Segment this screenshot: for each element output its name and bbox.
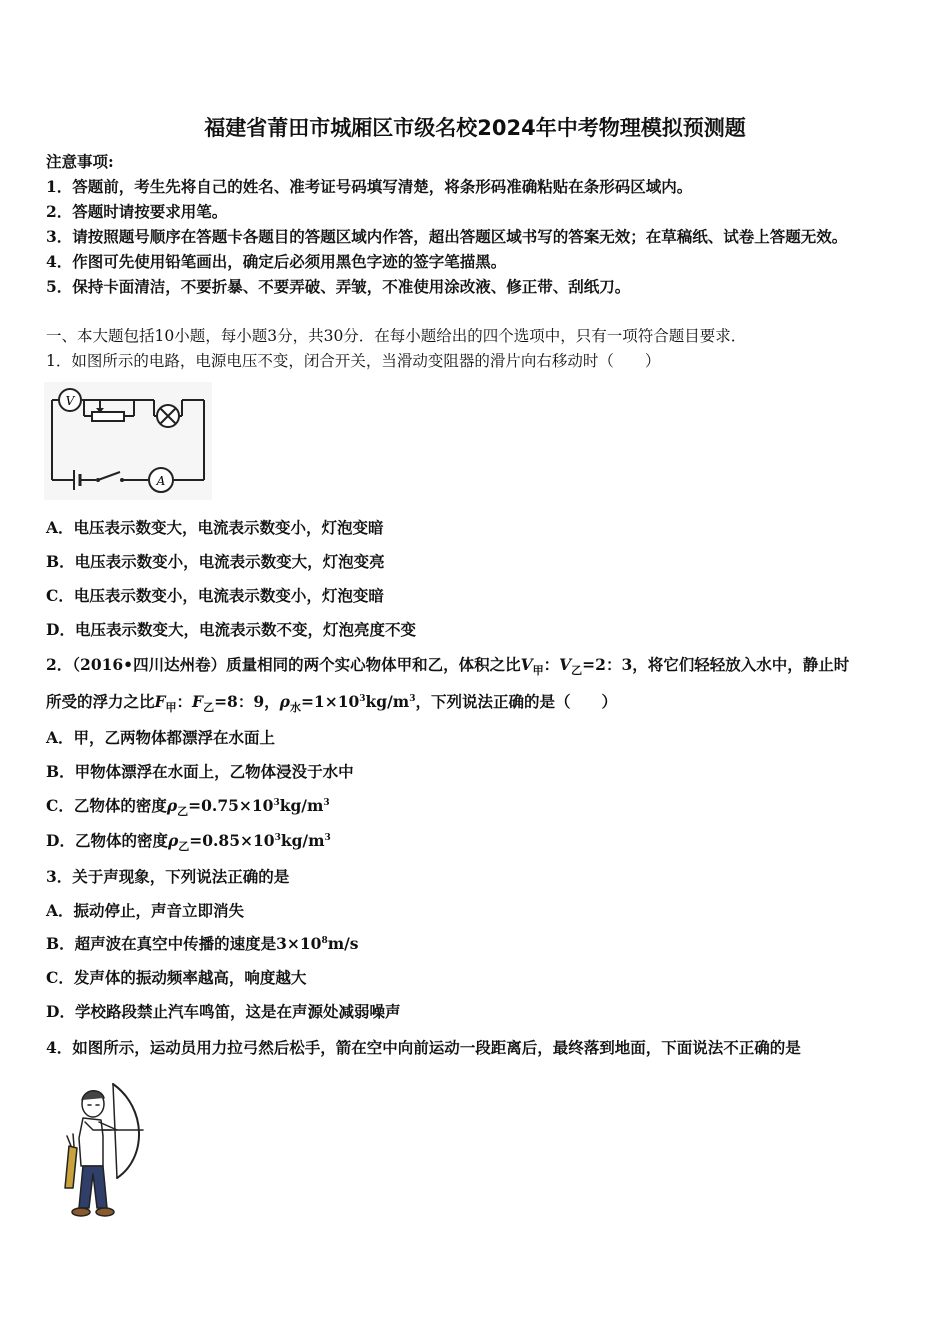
q1-option-d: D．电压表示数变大，电流表示数不变，灯泡亮度不变: [46, 620, 416, 639]
voltmeter-label: V: [65, 394, 75, 408]
q2-option-b: B．甲物体漂浮在水面上，乙物体浸没于水中: [46, 762, 354, 781]
q1-option-b: B．电压表示数变小，电流表示数变大，灯泡变亮: [46, 552, 385, 571]
q2-option-a: A．甲，乙两物体都漂浮在水面上: [46, 728, 276, 747]
q1-option-a: A．电压表示数变大，电流表示数变小，灯泡变暗: [46, 518, 384, 537]
q3-stem: 3．关于声现象，下列说法正确的是: [46, 867, 290, 886]
q2-stem-line2: 所受的浮力之比$F_甲$：$F_乙=8$：9，$\rho_水=1\times 10^3kg/m^3$，下列说法正确的是（ ）: [46, 692, 617, 715]
q3-option-c: C．发声体的振动频率越高，响度越大: [46, 968, 307, 987]
q3-option-d: D．学校路段禁止汽车鸣笛，这是在声源处减弱噪声: [46, 1002, 401, 1021]
notice-item-4: 4．作图可先使用铅笔画出，确定后必须用黑色字迹的签字笔描黑。: [46, 252, 507, 271]
archer-illustration: [55, 1078, 155, 1223]
lamp-icon: [157, 405, 179, 427]
q3-option-b: B．超声波在真空中传播的速度是$3\times 10^8m/s$: [46, 934, 359, 953]
section-heading: 一、本大题包括10小题，每小题3分，共30分．在每小题给出的四个选项中，只有一项符合题目要求．: [46, 327, 747, 345]
q2-stem-line1: 2．（2016•四川达州卷）质量相同的两个实心物体甲和乙，体积之比$V_甲$：$V_乙=2$：3，将它们轻轻放入水中，静止时: [46, 655, 850, 678]
notice-item-3: 3．请按照题号顺序在答题卡各题目的答题区域内作答，超出答题区域书写的答案无效；在草稿纸、试卷上答题无效。: [46, 227, 848, 246]
notice-heading: 注意事项:: [46, 152, 114, 171]
ammeter-label: A: [156, 474, 166, 488]
q1-option-c: C．电压表示数变小，电流表示数变小，灯泡变暗: [46, 586, 384, 605]
rheostat-icon: [92, 412, 124, 421]
notice-item-2: 2．答题时请按要求用笔。: [46, 202, 228, 221]
q4-stem: 4．如图所示，运动员用力拉弓然后松手，箭在空中向前运动一段距离后，最终落到地面，下面说法不正确的是: [46, 1038, 801, 1057]
notice-item-5: 5．保持卡面清洁，不要折暴、不要弄破、弄皱，不准使用涂改液、修正带、刮纸刀。: [46, 277, 631, 296]
circuit-diagram: [44, 382, 212, 500]
page-title: 福建省莆田市城厢区市级名校2024年中考物理模拟预测题: [204, 116, 746, 140]
notice-item-1: 1．答题前，考生先将自己的姓名、准考证号码填写清楚，将条形码准确粘贴在条形码区域内。: [46, 177, 693, 196]
q2-option-d: D．乙物体的密度$\rho_乙=0.85\times 10^3kg/m^3$: [46, 831, 331, 854]
q3-option-a: A．振动停止，声音立即消失: [46, 901, 245, 920]
q1-stem: 1．如图所示的电路，电源电压不变，闭合开关，当滑动变阻器的滑片向右移动时（ ）: [46, 352, 661, 370]
q2-option-c: C．乙物体的密度$\rho_乙=0.75\times 10^3kg/m^3$: [46, 796, 330, 819]
